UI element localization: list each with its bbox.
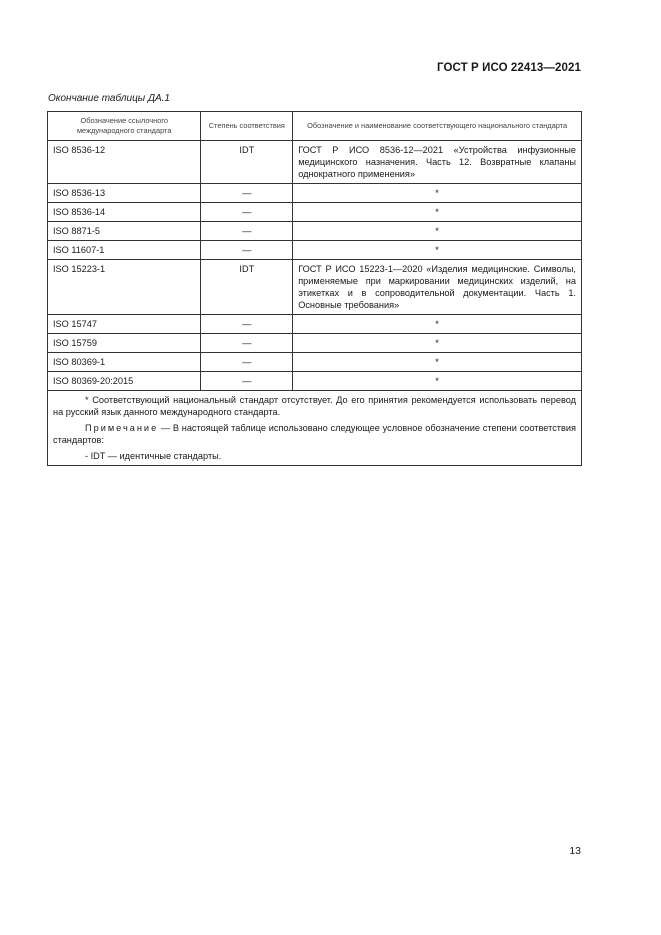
table-row	[48, 315, 582, 334]
cell-reference: ISO 8536-13	[48, 184, 201, 203]
cell-national: *	[293, 241, 582, 260]
cell-degree: IDT	[201, 141, 293, 184]
header-reference-standard: Обозначение ссылочного международного стандарта	[48, 112, 201, 141]
table-row	[48, 372, 582, 391]
cell-degree: IDT	[201, 260, 293, 315]
cell-degree: —	[201, 241, 293, 260]
table-row	[48, 184, 582, 203]
cell-degree: —	[201, 334, 293, 353]
header-compliance-degree: Степень соответствия	[201, 112, 293, 141]
table-row	[48, 203, 582, 222]
cell-degree: —	[201, 372, 293, 391]
cell-national: *	[293, 184, 582, 203]
table-row	[48, 241, 582, 260]
cell-reference: ISO 80369-1	[48, 353, 201, 372]
cell-reference: ISO 15747	[48, 315, 201, 334]
table-row	[48, 334, 582, 353]
note	[53, 422, 576, 446]
footnote: * Соответствующий национальный стандарт отсутствует. До его принятия рекомендуется использовать перевод на русский язык данного международного стандарта.	[53, 395, 576, 417]
cell-reference: ISO 15759	[48, 334, 201, 353]
cell-national: ГОСТ Р ИСО 8536-12—2021 «Устройства инфузионные медицинского назначения. Часть 12. Возвратные клапаны однократного применения»	[293, 141, 582, 184]
cell-national: *	[293, 334, 582, 353]
page-number: 13	[569, 845, 581, 857]
cell-degree: —	[201, 222, 293, 241]
cell-reference: ISO 8536-14	[48, 203, 201, 222]
note-label: Примечание	[85, 423, 159, 433]
table-notes-row	[48, 391, 582, 466]
cell-reference: ISO 80369-20:2015	[48, 372, 201, 391]
standards-table	[47, 111, 582, 466]
table-row	[48, 222, 582, 241]
document-id: ГОСТ Р ИСО 22413—2021	[436, 62, 581, 74]
cell-reference: ISO 15223-1	[48, 260, 201, 315]
cell-national: ГОСТ Р ИСО 15223-1—2020 «Изделия медицинские. Символы, применяемые при маркировании медицинских изделий, на этикетках и в сопроводительной документации. Часть 1. Основные требования»	[293, 260, 582, 315]
cell-national: *	[293, 353, 582, 372]
cell-national: *	[293, 372, 582, 391]
header-national-standard: Обозначение и наименование соответствующего национального стандарта	[293, 112, 582, 141]
table-row	[48, 353, 582, 372]
cell-degree: —	[201, 353, 293, 372]
table-header-row	[48, 112, 582, 141]
note-text: — В настоящей таблице использовано следующее условное обозначение степени соответствия стандартов:	[53, 423, 576, 445]
note-item: - IDT — идентичные стандарты.	[85, 451, 222, 461]
cell-reference: ISO 8871-5	[48, 222, 201, 241]
cell-national: *	[293, 222, 582, 241]
cell-degree: —	[201, 315, 293, 334]
cell-national: *	[293, 203, 582, 222]
table-row	[48, 141, 582, 184]
table-caption: Окончание таблицы ДА.1	[48, 93, 170, 104]
cell-degree: —	[201, 184, 293, 203]
cell-reference: ISO 8536-12	[48, 141, 201, 184]
cell-reference: ISO 11607-1	[48, 241, 201, 260]
table-row	[48, 260, 582, 315]
cell-national: *	[293, 315, 582, 334]
cell-degree: —	[201, 203, 293, 222]
table-notes	[48, 391, 582, 466]
